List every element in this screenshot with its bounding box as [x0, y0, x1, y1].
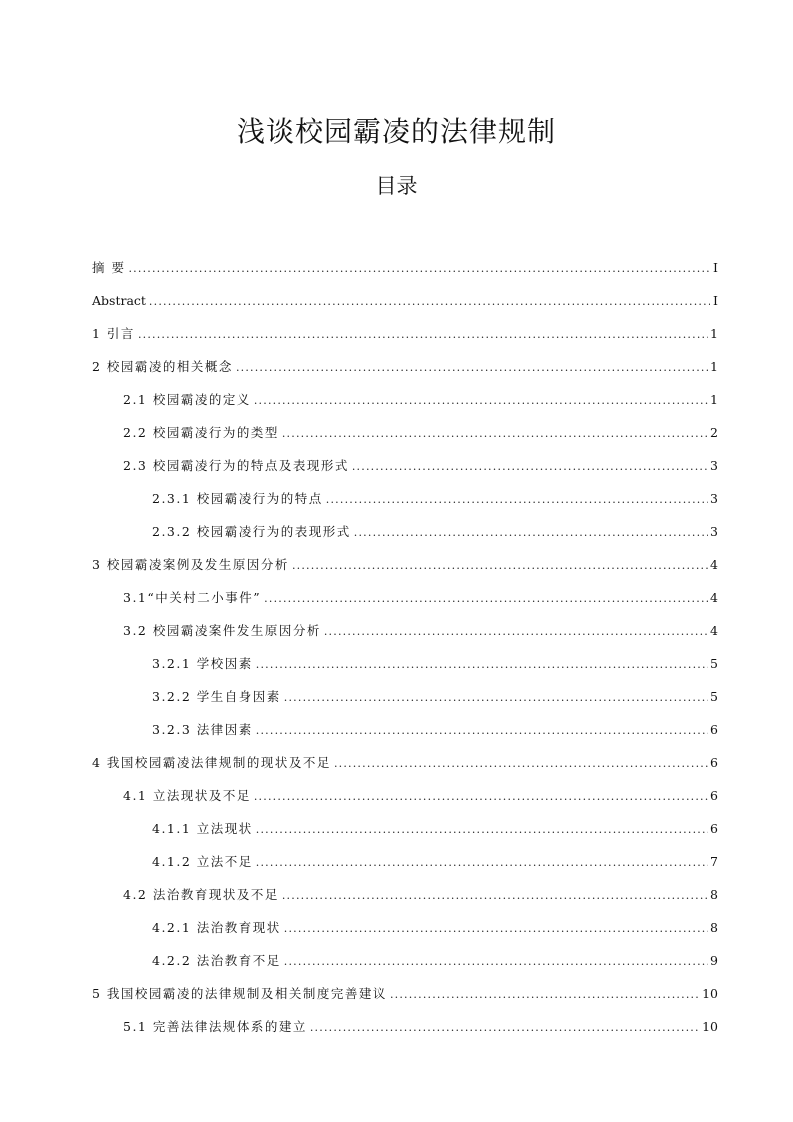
toc-entry-page: 3	[710, 524, 718, 539]
toc-entry-label: 4.2 法治教育现状及不足	[123, 887, 279, 902]
toc-entry[interactable]	[123, 1017, 718, 1037]
toc-entry-page: 1	[710, 359, 718, 374]
toc-entry-label: 1 引言	[92, 326, 135, 341]
toc-entry-page: 2	[710, 425, 718, 440]
toc-leader-dots	[282, 886, 708, 906]
toc-leader-dots	[149, 292, 710, 312]
toc-leader-dots	[256, 820, 708, 840]
document-title: 浅谈校园霸凌的法律规制	[236, 115, 556, 148]
toc-leader-dots	[292, 556, 708, 576]
toc-entry[interactable]	[92, 555, 718, 575]
toc-entry[interactable]	[152, 489, 718, 509]
toc-entry-label: 4.2.2 法治教育不足	[152, 953, 281, 968]
toc-entry[interactable]	[92, 324, 718, 344]
toc-entry-label: 2.3 校园霸凌行为的特点及表现形式	[123, 458, 349, 473]
toc-leader-dots	[284, 688, 708, 708]
toc-entry-label: 3.2 校园霸凌案件发生原因分析	[123, 623, 321, 638]
toc-entry-page: 10	[702, 986, 718, 1001]
toc-entry-page: 4	[710, 557, 718, 572]
toc-leader-dots	[256, 853, 708, 873]
toc-entry-label: 2 校园霸凌的相关概念	[92, 359, 233, 374]
toc-entry-label: 5.1 完善法律法规体系的建立	[123, 1019, 307, 1034]
toc-leader-dots	[390, 985, 700, 1005]
toc-leader-dots	[284, 919, 708, 939]
toc-entry-page: 6	[710, 788, 718, 803]
toc-entry-page: 8	[710, 887, 718, 902]
toc-entry[interactable]	[152, 654, 718, 674]
toc-entry[interactable]	[123, 885, 718, 905]
toc-leader-dots	[310, 1018, 700, 1038]
toc-entry-page: 4	[710, 623, 718, 638]
toc-entry-label: 3.1“中关村二小事件”	[123, 590, 262, 605]
toc-entry-page: 3	[710, 458, 718, 473]
toc-entry-page: 7	[710, 854, 718, 869]
toc-entry-label: 3.2.3 法律因素	[152, 722, 253, 737]
toc-entry[interactable]	[152, 687, 718, 707]
toc-entry-page: 5	[710, 689, 718, 704]
toc-leader-dots	[334, 754, 708, 774]
toc-leader-dots	[256, 655, 708, 675]
toc-entry-label: 4.2.1 法治教育现状	[152, 920, 281, 935]
toc-leader-dots	[138, 325, 708, 345]
toc-entry-page: 4	[710, 590, 718, 605]
toc-entry-label: 4.1.1 立法现状	[152, 821, 253, 836]
toc-entry[interactable]	[92, 258, 718, 278]
toc-leader-dots	[236, 358, 708, 378]
toc-entry-label: 4.1 立法现状及不足	[123, 788, 251, 803]
toc-entry[interactable]	[123, 786, 718, 806]
toc-entry-page: 6	[710, 755, 718, 770]
toc-entry-label: 2.2 校园霸凌行为的类型	[123, 425, 279, 440]
toc-entry-label: 4.1.2 立法不足	[152, 854, 253, 869]
toc-leader-dots	[256, 721, 708, 741]
toc-heading: 目录	[375, 174, 418, 198]
toc-entry-page: 10	[702, 1019, 718, 1034]
toc-entry[interactable]	[123, 390, 718, 410]
toc-entry[interactable]	[123, 423, 718, 443]
toc-entry[interactable]	[152, 918, 718, 938]
toc-entry-label: 摘 要	[92, 260, 126, 275]
toc-entry[interactable]	[123, 456, 718, 476]
toc-entry[interactable]	[152, 720, 718, 740]
toc-leader-dots	[254, 391, 708, 411]
toc-entry-label: Abstract	[92, 293, 146, 308]
toc-entry-label: 2.3.2 校园霸凌行为的表现形式	[152, 524, 351, 539]
toc-entry[interactable]	[152, 951, 718, 971]
toc-leader-dots	[352, 457, 708, 477]
toc-leader-dots	[324, 622, 708, 642]
toc-entry-label: 5 我国校园霸凌的法律规制及相关制度完善建议	[92, 986, 387, 1001]
toc-entry-page: 3	[710, 491, 718, 506]
toc-leader-dots	[326, 490, 708, 510]
toc-entry-page: 1	[710, 326, 718, 341]
toc-entry-page: 1	[710, 392, 718, 407]
toc-entry-label: 4 我国校园霸凌法律规制的现状及不足	[92, 755, 331, 770]
toc-entry[interactable]	[92, 357, 718, 377]
toc-entry[interactable]	[152, 522, 718, 542]
toc-entry-label: 2.1 校园霸凌的定义	[123, 392, 251, 407]
toc-entry[interactable]	[152, 819, 718, 839]
toc-entry[interactable]	[152, 852, 718, 872]
toc-entry-label: 3.2.1 学校因素	[152, 656, 253, 671]
toc-entry[interactable]	[123, 621, 718, 641]
toc-entry-page: 8	[710, 920, 718, 935]
toc-entry-label: 2.3.1 校园霸凌行为的特点	[152, 491, 323, 506]
toc-entry-page: I	[713, 260, 718, 275]
toc-entry-page: 5	[710, 656, 718, 671]
toc-leader-dots	[284, 952, 708, 972]
toc-entry[interactable]	[92, 984, 718, 1004]
toc-leader-dots	[282, 424, 708, 444]
toc-entry-label: 3 校园霸凌案例及发生原因分析	[92, 557, 289, 572]
toc-entry[interactable]	[92, 291, 718, 311]
toc-entry-label: 3.2.2 学生自身因素	[152, 689, 281, 704]
toc-entry-page: I	[713, 293, 718, 308]
toc-leader-dots	[354, 523, 708, 543]
toc-entry[interactable]	[92, 753, 718, 773]
toc-entry[interactable]	[123, 588, 718, 608]
toc-entry-page: 6	[710, 722, 718, 737]
toc-entry-page: 9	[710, 953, 718, 968]
toc-leader-dots	[254, 787, 708, 807]
toc-leader-dots	[128, 259, 710, 279]
toc-leader-dots	[264, 589, 708, 609]
toc-entry-page: 6	[710, 821, 718, 836]
